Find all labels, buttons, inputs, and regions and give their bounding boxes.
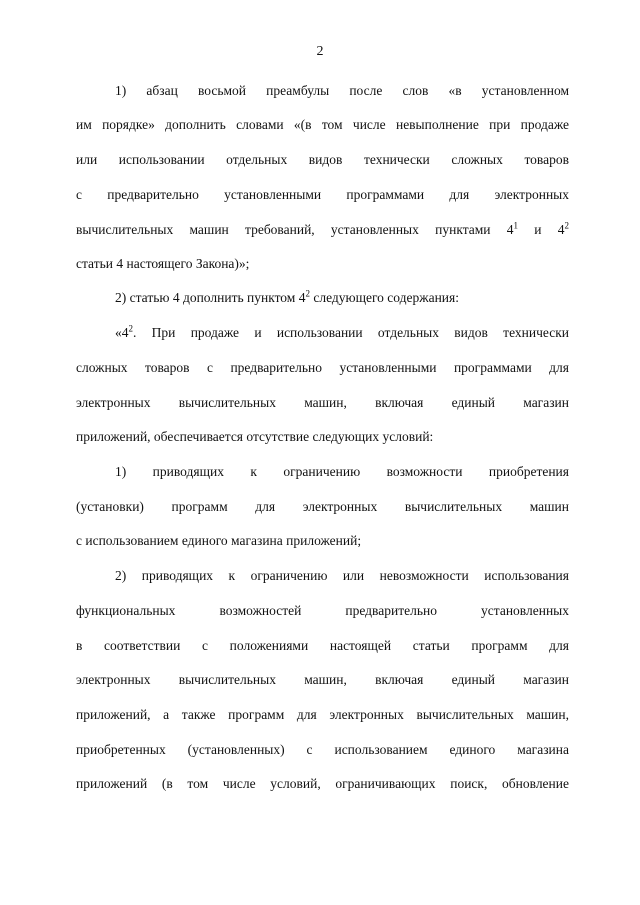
text-line: функциональных возможностей предварительно установленных bbox=[76, 603, 569, 618]
text-line: электронных вычислительных машин, включая единый магазин bbox=[76, 672, 569, 687]
text-line: (установки) программ для электронных вычислительных машин bbox=[76, 499, 569, 514]
text-line: 2) приводящих к ограничению или невозможности использования bbox=[115, 568, 569, 583]
text-line: приобретенных (установленных) с использованием единого магазина bbox=[76, 742, 569, 757]
text-line: приложений, а также программ для электронных вычислительных машин, bbox=[76, 707, 569, 722]
text-line: приложений, обеспечивается отсутствие следующих условий: bbox=[76, 429, 434, 444]
superscript: 1 bbox=[513, 220, 519, 231]
text-line bbox=[115, 288, 569, 308]
text-fragment: «4 bbox=[115, 325, 129, 340]
text-line bbox=[76, 220, 569, 240]
text-fragment: . При продаже и использовании отдельных видов технически bbox=[133, 325, 569, 340]
text-fragment: вычислительных машин требований, установленных пунктами 4 bbox=[76, 222, 514, 237]
text-fragment: следующего содержания: bbox=[309, 290, 459, 305]
text-line bbox=[115, 323, 569, 343]
text-line: сложных товаров с предварительно установленными программами для bbox=[76, 360, 569, 375]
text-line: им порядке» дополнить словами «(в том числе невыполнение при продаже bbox=[76, 117, 569, 132]
superscript: 2 bbox=[564, 220, 569, 231]
superscript: 2 bbox=[305, 288, 310, 299]
text-line: 1) приводящих к ограничению возможности приобретения bbox=[115, 464, 569, 479]
superscript: 2 bbox=[128, 323, 133, 334]
text-line: приложений (в том числе условий, ограничивающих поиск, обновление bbox=[76, 776, 569, 791]
text-fragment: и 4 bbox=[518, 222, 565, 237]
text-line: или использовании отдельных видов технически сложных товаров bbox=[76, 152, 569, 167]
text-line: в соответствии с положениями настоящей статьи программ для bbox=[76, 638, 569, 653]
text-line: с использованием единого магазина приложений; bbox=[76, 533, 362, 548]
text-line: статьи 4 настоящего Закона)»; bbox=[76, 256, 250, 271]
text-line: 1) абзац восьмой преамбулы после слов «в установленном bbox=[115, 83, 569, 98]
text-line: электронных вычислительных машин, включая единый магазин bbox=[76, 395, 569, 410]
text-fragment: 2) статью 4 дополнить пунктом 4 bbox=[115, 290, 306, 305]
text-line: с предварительно установленными программами для электронных bbox=[76, 187, 569, 202]
page-number: 2 bbox=[316, 44, 324, 59]
